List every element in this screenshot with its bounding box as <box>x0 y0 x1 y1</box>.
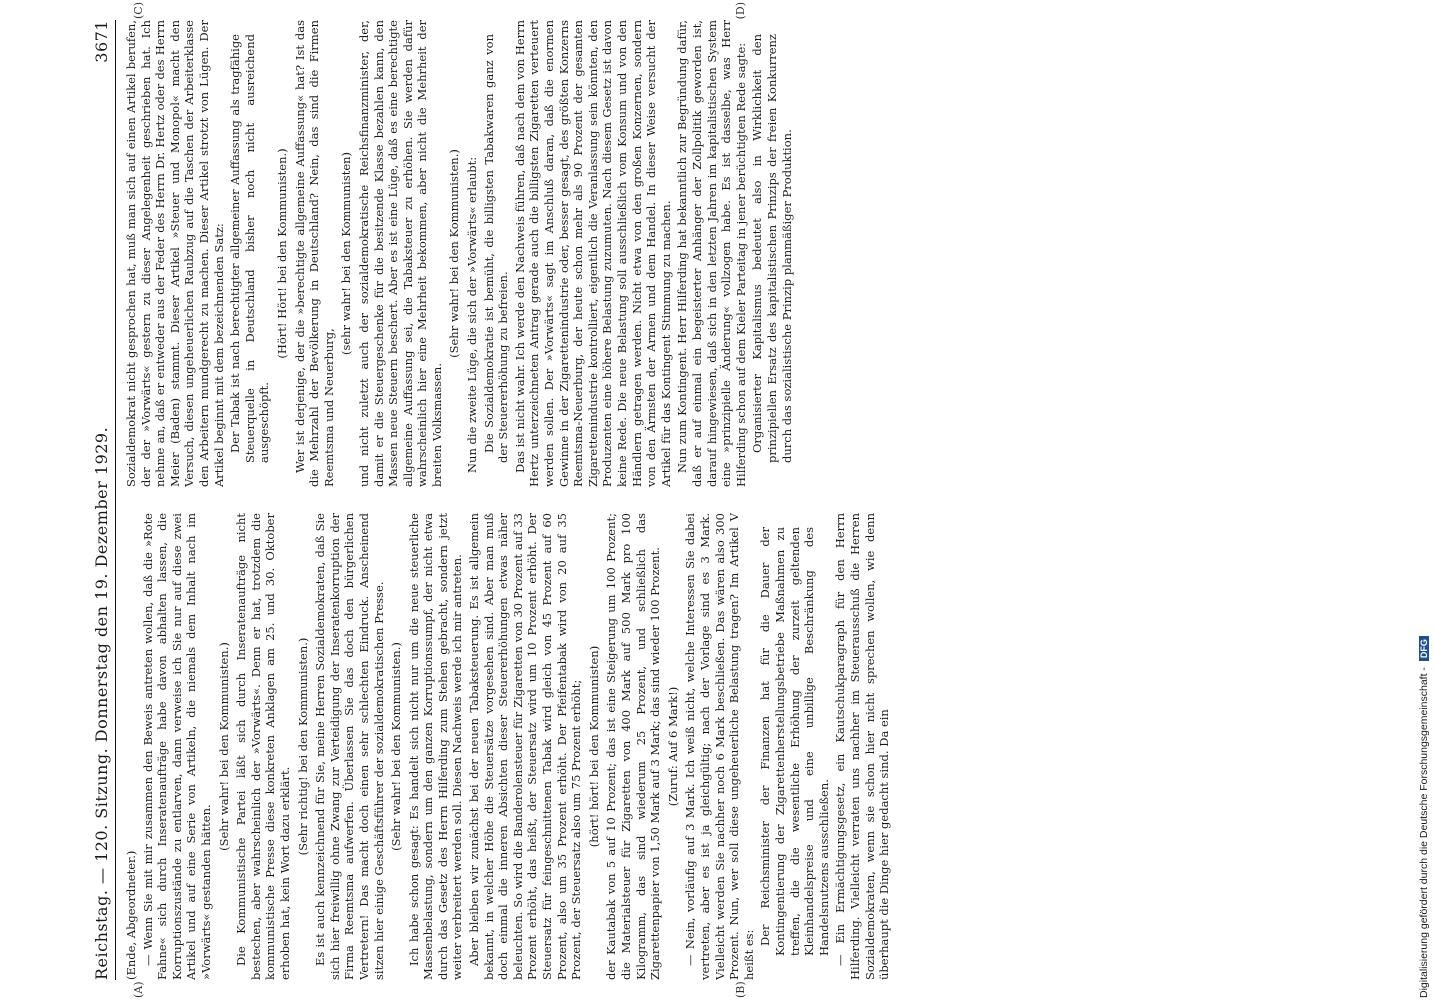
interjection: (sehr wahr! bei den Kommunisten) <box>339 151 354 356</box>
paragraph: und nicht zuletzt auch der sozialdemokratische Reichsfinanzminister, der, damit er die Steuergeschenke für die besitzende Klasse bezahlen kann, den Massen neue Steuern beschert. Aber es ist eine Lüge, daß es eine berechtigte allgemeine Auffassung sei, die Tabaksteuer zu erhöhen. Sie werden dafür wahrscheinlich hier eine Mehrheit bekommen, aber nicht die Mehrheit der breiten Volksmassen. <box>356 20 444 487</box>
paragraph: der Kautabak von 5 auf 10 Prozent; das ist eine Steigerung um 100 Prozent; die Materialsteuer für Zigaretten von 400 Mark auf 500 Mark pro 100 Kilogramm, das sind wiederum 25 Prozent, und schließlich das Zigarettenpapier von 1,50 Mark auf 3 Mark; das sind wieder 100 Prozent. <box>604 513 663 980</box>
margin-mark-a: (A) <box>132 981 145 998</box>
interjection: (Zuruf: Auf 6 Mark!) <box>665 686 680 807</box>
margin-mark-b: (B) <box>734 981 747 998</box>
paragraph: Es ist auch kennzeichnend für Sie, meine Herren Sozialdemokraten, daß Sie sich hier freiwillig ohne Zwang zur Verteidigung der Inseratenkorruption der Firma Reemtsma aufwerfen. Überlassen Sie das doch den bürgerlichen Vertretern! Das macht doch einen sehr schlechten Eindruck. Anscheinend sitzen hier einige Geschäftsführer der sozialdemokratischen Presse. <box>313 513 386 980</box>
quotation: Der Reichsminister der Finanzen hat für die Dauer der Kontingentierung der Zigarettenherstellungsbetriebe Maßnahmen zu treffen, die die wesentliche Erhöhung der zurzeit geltenden Kleinhandelspreise und eine unbillige Beschränkung des Handelsnutzens ausschließen. <box>758 527 831 956</box>
header-title: Reichstag. — 120. Sitzung. Donnerstag den 19. Dezember 1929. <box>91 426 111 980</box>
quotation: Der Tabak ist nach berechtigter allgemeiner Auffassung als tragfähige Steuerquelle in Deutschland bisher noch nicht ausreichend ausgeschöpft. <box>228 34 272 463</box>
paragraph: Nun zum Kontingent. Herr Hilferding hat bekanntlich zur Begründung dafür, daß er auf einmal ein begeisterter Anhänger der Zollpolitik geworden ist, darauf hingewiesen, daß sich in den letzten Jahren im kapitalistischen System eine »prinzipielle Änderung« vollzogen habe. Es ist dasselbe, was Herr Hilferding schon auf dem Kieler Parteitag in jener berüchtigten Rede sagte: <box>675 20 748 487</box>
paragraph: — Nein, vorläufig auf 3 Mark. Ich weiß nicht, welche Interessen Sie dabei vertreten, aber es ist ja gleichgültig; nach der Vorlage sind es 3 Mark. Vielleicht werden Sie nachher noch 6 Mark beschließen. Das wären also 300 Prozent. Nun, wer soll diese ungeheuerliche Belastung tragen? Im Artikel V heißt es: <box>683 513 756 980</box>
quotation: Die Sozialdemokratie ist bemüht, die billigsten Tabakwaren ganz von der Steuererhöhung zu befreien. <box>481 34 511 463</box>
page-number: 3671 <box>91 20 111 63</box>
paragraph: — Wenn Sie mit mir zusammen den Beweis antreten wollen, daß die »Rote Fahne« sich durch Inseratenaufträge habe davon abhalten lassen, die Korruptionszustände zu entlarven, dann verweise ich Sie nur auf diese zwei Artikel und auf eine Serie von Artikeln, die niemals dem Inhalt nach im »Vorwärts« gestanden hätten. <box>140 513 213 980</box>
paragraph: Ich habe schon gesagt: Es handelt sich nicht nur um die neue steuerliche Massenbelastung, sondern um den ganzen Korruptionssumpf, der nicht etwa durch das Gesetz des Herrn Hilferding zum Stehen gebracht, sondern jetzt weiter verbreitert werden soll. Diesen Nachweis werde ich mir antreten. <box>406 513 465 980</box>
interjection: (Sehr wahr! bei den Kommunisten.) <box>216 642 231 851</box>
paragraph: Aber bleiben wir zunächst bei der neuen Tabaksteuerung. Es ist allgemein bekannt, in welcher Höhe die Steuersätze vorgesehen sind. Aber man muß doch einmal die inneren Absichten dieser Steuererhöhungen etwas näher beleuchten. So wird die Banderolensteuer für Zigaretten von 30 Prozent auf 33 Prozent erhöht, das heißt, der Steuersatz wird um 10 Prozent erhöht. Der Steuersatz für feingeschnittenen Tabak wird gleich von 45 Prozent auf 60 Prozent, also um 35 Prozent erhöht. Der Pfeifentabak wird von 20 auf 35 Prozent, der Steuersatz also um 75 Prozent erhöht; <box>467 513 584 980</box>
interjection: (Hört! Hört! bei den Kommunisten.) <box>274 148 289 359</box>
interjection: (hört! hört! bei den Kommunisten) <box>586 645 601 848</box>
stamp-text: Digitalisierung gefördert durch die Deutsche Forschungsgemeinschaft - <box>1418 667 1430 998</box>
digitization-stamp <box>1416 8 1432 998</box>
text-columns <box>124 20 1284 980</box>
page-header <box>88 20 114 980</box>
paragraph: Sozialdemokrat nicht gesprochen hat, muß man sich auf einen Artikel berufen, der der »Vorwärts« gestern zu dieser Angelegenheit geschrieben hat. Ich nehme an, daß er entweder aus der Feder des Herrn Dr. Hertz oder des Herrn Meier (Baden) stammt. Dieser Artikel »Steuer und Monopol« macht den Versuch, diesen ungeheuerlichen Raubzug auf die Taschen der Arbeiterklasse den Arbeitern mundgerecht zu machen. Dieser Artikel strotzt von Lügen. Der Artikel beginnt mit dem bezeichnenden Satz: <box>124 20 226 487</box>
column-right <box>124 20 1284 487</box>
interjection: (Sehr wahr! bei den Kommunisten.) <box>389 642 404 851</box>
paragraph: Die Kommunistische Partei läßt sich durch Inseratenaufträge nicht bestechen, aber wahrscheinlich der »Vorwärts«. Denn er hat, trotzdem die kommunistische Presse diese konkreten Anklagen am 25. und 30. Oktober erhoben hat, kein Wort dazu erklärt. <box>234 513 292 980</box>
margin-mark-c: (C) <box>132 2 145 19</box>
quotation: Organisierter Kapitalismus bedeutet also in Wirklichkeit den prinzipiellen Ersatz des kapitalistischen Prinzips der freien Konkurrenz durch das sozialistische Prinzip planmäßiger Produktion. <box>750 34 794 463</box>
interjection: (Sehr wahr! bei den Kommunisten.) <box>447 149 462 358</box>
header-rule <box>115 20 116 980</box>
speaker-label: (Ende, Abgeordneter.) <box>124 850 138 980</box>
dfg-logo: DFG <box>1419 636 1429 661</box>
paragraph: — Ein Ermächtigungsgesetz, ein Kautschukparagraph für den Herrn Hilferding. Vielleicht verraten uns nachher im Steuerausschuß die Herren Sozialdemokraten, wenn sie schon hier nicht sprechen wollen, wie denn überhaupt die Dinge hier gedacht sind. Da ein <box>833 513 892 980</box>
column-left <box>124 513 1284 980</box>
paragraph: Nun die zweite Lüge, die sich der »Vorwärts« erlaubt: <box>465 156 480 473</box>
margin-mark-d: (D) <box>734 2 747 20</box>
paragraph: Wer ist derjenige, der die »berechtigte allgemeine Auffassung« hat? Ist das die Mehrzahl der Bevölkerung in Deutschland? Nein, das sind die Firmen Reemtsma und Neuerburg, <box>292 20 336 487</box>
paragraph: Das ist nicht wahr. Ich werde den Nachweis führen, daß nach dem von Herrn Hertz unterzeichneten Antrag gerade auch die billigsten Zigaretten verteuert werden sollen. Der »Vorwärts« sagt im Anschluß daran, daß die enormen Gewinne in der Zigarettenindustrie oder, besser gesagt, des größten Konzerns Reemtsma-Neuerburg, der heute schon mehr als 90 Prozent der gesamten Zigarettenindustrie kontrolliert, eigentlich die Veranlassung sein könnten, den Produzenten eine höhere Belastung zuzumuten. Nach diesem Gesetz ist davon keine Rede. Die neue Belastung soll ausschließlich vom Konsum und von den Händlern getragen werden. Nicht etwa von den großen Konzernen, sondern von den Ärmsten der Armen und dem Handel. In dieser Weise versucht der Artikel für das Kontingent Stimmung zu machen. <box>512 20 673 487</box>
interjection: (Sehr richtig! bei den Kommunisten.) <box>295 637 310 856</box>
rotated-page <box>84 0 1344 1000</box>
